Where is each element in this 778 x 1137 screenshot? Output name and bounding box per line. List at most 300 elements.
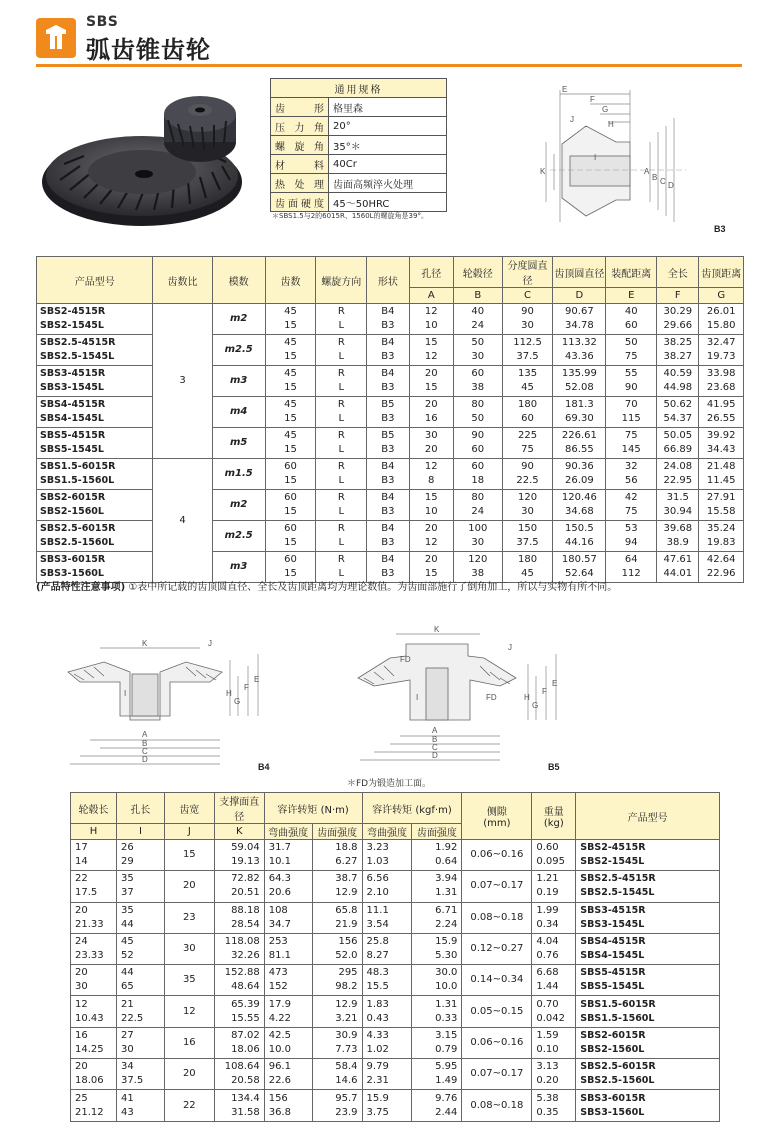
table-cell: B5 B3: [367, 428, 409, 459]
dim-label-f: F: [542, 687, 547, 696]
col-surf-nm: 齿面强度: [312, 824, 362, 840]
col-torque-kgf: 容许转矩 (kgf·m): [362, 793, 462, 824]
part-number-cell: SBS2.5-6015R SBS2.5-1560L: [37, 521, 153, 552]
col-pitch-dia: 分度圆直径: [502, 257, 553, 288]
table-cell: 1.83 0.43: [362, 996, 412, 1027]
table-cell: 65.8 21.9: [312, 902, 362, 933]
table-cell: 156 52.0: [312, 933, 362, 964]
module-cell: m2: [212, 304, 265, 335]
spec-key: 材料: [271, 155, 329, 174]
part-number-cell: SBS4-4515R SBS4-1545L: [37, 397, 153, 428]
table-cell: 30.29 29.66: [657, 304, 699, 335]
module-cell: m2: [212, 490, 265, 521]
backlash-cell: 0.07~0.17: [462, 871, 532, 902]
spec-heading: 通用规格: [271, 79, 447, 98]
dim-label-k: K: [142, 639, 148, 648]
table-cell: 11.1 3.54: [362, 902, 412, 933]
dim-label-h: H: [226, 689, 232, 698]
table-cell: 12.9 3.21: [312, 996, 362, 1027]
diagram-b5: [350, 620, 580, 775]
col-letter-i: I: [116, 824, 164, 840]
table-cell: 20 16: [409, 397, 453, 428]
table-cell: R L: [316, 335, 367, 366]
table-cell: 45 15: [265, 428, 316, 459]
dim-label-d: D: [142, 755, 148, 764]
table-cell: 120 38: [453, 552, 502, 583]
part-number-cell: SBS3-6015R SBS3-1560L: [576, 1090, 720, 1121]
table-cell: 134.4 31.58: [214, 1090, 264, 1121]
fd-label: FD: [400, 655, 411, 664]
table-cell: 35 44: [116, 902, 164, 933]
table-cell: 90 60: [453, 428, 502, 459]
backlash-cell: 0.12~0.27: [462, 933, 532, 964]
table-cell: 96.1 22.6: [264, 1059, 312, 1090]
table-cell: 59.04 19.13: [214, 840, 264, 871]
col-bore: 孔径: [409, 257, 453, 288]
table-cell: 50 75: [606, 335, 657, 366]
diagram-b3: [490, 82, 742, 242]
dim-label-f: F: [244, 683, 249, 692]
table-cell: R L: [316, 459, 367, 490]
table-row: [71, 840, 720, 871]
table-cell: 9.79 2.31: [362, 1059, 412, 1090]
col-letter-f: F: [657, 288, 699, 304]
table-cell: 5.38 0.35: [532, 1090, 576, 1121]
table-cell: 20 15: [409, 552, 453, 583]
table-row: [37, 335, 744, 366]
dim-label-i: I: [124, 689, 127, 698]
part-number-cell: SBS2-6015R SBS2-1560L: [37, 490, 153, 521]
ratio-cell: 4: [153, 459, 212, 583]
table-cell: R L: [316, 397, 367, 428]
table-cell: 60 15: [265, 552, 316, 583]
table-cell: B4 B3: [367, 304, 409, 335]
table-cell: 26.01 15.80: [699, 304, 744, 335]
table-cell: 180 60: [502, 397, 553, 428]
col-crown-dist: 齿顶距离: [699, 257, 744, 288]
dim-label-c: C: [142, 747, 148, 756]
table-cell: 88.18 28.54: [214, 902, 264, 933]
table-cell: 30.0 10.0: [412, 965, 462, 996]
table-cell: 295 98.2: [312, 965, 362, 996]
col-part: 产品型号: [576, 793, 720, 840]
spec-key: 热处理: [271, 174, 329, 193]
table-row: [71, 965, 720, 996]
table-cell: 1.92 0.64: [412, 840, 462, 871]
gear-spec-table: [36, 256, 744, 583]
col-part: 产品型号: [37, 257, 153, 304]
dim-label-j: J: [508, 643, 512, 652]
table-cell: 41.95 26.55: [699, 397, 744, 428]
table-row: [71, 871, 720, 902]
note-label: (产品特性注意事项): [36, 582, 126, 593]
table-cell: 120 30: [502, 490, 553, 521]
table-cell: 25 21.12: [71, 1090, 117, 1121]
table-cell: B4 B3: [367, 552, 409, 583]
table-cell: 1.31 0.33: [412, 996, 462, 1027]
col-total-len: 全长: [657, 257, 699, 288]
spec-key: 螺旋角: [271, 136, 329, 155]
table-cell: 95.7 23.9: [312, 1090, 362, 1121]
table-cell: B4 B3: [367, 521, 409, 552]
table-cell: 90 30: [502, 304, 553, 335]
col-bore-len: 孔长: [116, 793, 164, 824]
module-cell: m3: [212, 552, 265, 583]
dim-label-i: I: [416, 693, 419, 702]
table-cell: 22 17.5: [71, 871, 117, 902]
col-face-width: 齿宽: [164, 793, 214, 824]
page-title: 弧齿锥齿轮: [86, 36, 211, 64]
table-cell: 41 43: [116, 1090, 164, 1121]
logo-icon: [36, 18, 76, 58]
dim-label-k: K: [434, 625, 440, 634]
table-cell: 26 29: [116, 840, 164, 871]
table-cell: 24 23.33: [71, 933, 117, 964]
table-cell: B4 B3: [367, 335, 409, 366]
table-cell: 25.8 8.27: [362, 933, 412, 964]
dim-label-h: H: [524, 693, 530, 702]
part-number-cell: SBS2-4515R SBS2-1545L: [576, 840, 720, 871]
part-number-cell: SBS3-4515R SBS3-1545L: [37, 366, 153, 397]
table-cell: 32.47 19.73: [699, 335, 744, 366]
table-cell: 38.25 38.27: [657, 335, 699, 366]
table-cell: 30 20: [409, 428, 453, 459]
table-cell: 9.76 2.44: [412, 1090, 462, 1121]
table-cell: 35 37: [116, 871, 164, 902]
table-cell: 42.64 22.96: [699, 552, 744, 583]
table-cell: 17.9 4.22: [264, 996, 312, 1027]
table-cell: 39.68 38.9: [657, 521, 699, 552]
table-cell: 47.61 44.01: [657, 552, 699, 583]
diagram-label-b4: B4: [258, 762, 270, 772]
table-cell: 3.23 1.03: [362, 840, 412, 871]
table-cell: 27 30: [116, 1027, 164, 1058]
dim-label-j: J: [208, 639, 212, 648]
col-hand: 螺旋方向: [316, 257, 367, 304]
module-cell: m3: [212, 366, 265, 397]
table-cell: 20 21.33: [71, 902, 117, 933]
col-hub-dia: 轮毂径: [453, 257, 502, 288]
table-cell: 17 14: [71, 840, 117, 871]
table-cell: 65.39 15.55: [214, 996, 264, 1027]
table-cell: 45 52: [116, 933, 164, 964]
table-cell: 20 18.06: [71, 1059, 117, 1090]
table-cell: 473 152: [264, 965, 312, 996]
table-cell: 15.9 5.30: [412, 933, 462, 964]
col-letter-c: C: [502, 288, 553, 304]
table-cell: 60 38: [453, 366, 502, 397]
col-bend-nm: 弯曲强度: [264, 824, 312, 840]
table-cell: 60 15: [265, 459, 316, 490]
table-cell: 58.4 14.6: [312, 1059, 362, 1090]
table-cell: 1.99 0.34: [532, 902, 576, 933]
table-row: [71, 996, 720, 1027]
table-cell: 90.36 26.09: [553, 459, 606, 490]
table-cell: 0.70 0.042: [532, 996, 576, 1027]
part-number-cell: SBS1.5-6015R SBS1.5-1560L: [37, 459, 153, 490]
table-cell: 33.98 23.68: [699, 366, 744, 397]
table-cell: 3.15 0.79: [412, 1027, 462, 1058]
backlash-cell: 0.07~0.17: [462, 1059, 532, 1090]
weight-unit: (kg): [543, 818, 564, 829]
weight-label: 重量: [543, 807, 564, 818]
table-row: [71, 902, 720, 933]
table-cell: 35.24 19.83: [699, 521, 744, 552]
table-cell: 50 30: [453, 335, 502, 366]
table-cell: 72.82 20.51: [214, 871, 264, 902]
table-cell: R L: [316, 490, 367, 521]
dim-label-e: E: [254, 675, 260, 684]
page-header: [0, 0, 778, 72]
table-cell: B4 B3: [367, 459, 409, 490]
table-cell: 50.05 66.89: [657, 428, 699, 459]
table-cell: 60 15: [265, 521, 316, 552]
col-letter-g: G: [699, 288, 744, 304]
table-cell: 156 36.8: [264, 1090, 312, 1121]
part-number-cell: SBS2.5-6015R SBS2.5-1560L: [576, 1059, 720, 1090]
table-cell: 113.32 43.36: [553, 335, 606, 366]
table-cell: 45 15: [265, 397, 316, 428]
part-number-cell: SBS2-4515R SBS2-1545L: [37, 304, 153, 335]
part-number-cell: SBS5-4515R SBS5-1545L: [37, 428, 153, 459]
table-cell: 150 37.5: [502, 521, 553, 552]
dim-label-d: D: [668, 181, 674, 190]
col-hub-len: 轮毂长: [71, 793, 117, 824]
module-cell: m1.5: [212, 459, 265, 490]
col-backlash: [462, 793, 532, 840]
dim-label-i: I: [594, 153, 597, 162]
table-cell: 120.46 34.68: [553, 490, 606, 521]
col-shape: 形状: [367, 257, 409, 304]
table-cell: 100 30: [453, 521, 502, 552]
table-cell: 253 81.1: [264, 933, 312, 964]
table-cell: 21 22.5: [116, 996, 164, 1027]
spec-key: 齿面硬度: [271, 193, 329, 212]
table-cell: 31.7 10.1: [264, 840, 312, 871]
table-cell: B5 B3: [367, 397, 409, 428]
table-cell: 180.57 52.64: [553, 552, 606, 583]
table-cell: 18.8 6.27: [312, 840, 362, 871]
module-cell: m4: [212, 397, 265, 428]
backlash-label: 侧隙: [486, 807, 507, 818]
col-torque-nm: 容许转矩 (N·m): [264, 793, 362, 824]
table-cell: 55 90: [606, 366, 657, 397]
part-number-cell: SBS4-4515R SBS4-1545L: [576, 933, 720, 964]
table-cell: 35: [164, 965, 214, 996]
dim-label-f: F: [590, 95, 595, 104]
table-cell: R L: [316, 552, 367, 583]
part-number-cell: SBS3-4515R SBS3-1545L: [576, 902, 720, 933]
backlash-cell: 0.05~0.15: [462, 996, 532, 1027]
table-row: [71, 1027, 720, 1058]
table-cell: 60 15: [265, 490, 316, 521]
table-cell: 12: [164, 996, 214, 1027]
table-row: [37, 304, 744, 335]
table-cell: 90 22.5: [502, 459, 553, 490]
spec-key: 齿形: [271, 98, 329, 117]
table-cell: 225 75: [502, 428, 553, 459]
spec-value: 格里森: [329, 98, 447, 117]
table-cell: 108 34.7: [264, 902, 312, 933]
table-cell: 4.33 1.02: [362, 1027, 412, 1058]
dim-label-g: G: [532, 701, 539, 710]
header-divider: [36, 64, 742, 67]
table-cell: 64.3 20.6: [264, 871, 312, 902]
table-cell: 6.68 1.44: [532, 965, 576, 996]
col-letter-j: J: [164, 824, 214, 840]
table-cell: 39.92 34.43: [699, 428, 744, 459]
col-letter-b: B: [453, 288, 502, 304]
table-cell: 12 8: [409, 459, 453, 490]
table-cell: 150.5 44.16: [553, 521, 606, 552]
col-ratio: 齿数比: [153, 257, 212, 304]
table-cell: R L: [316, 304, 367, 335]
fd-footnote: ＊FD为锻造加工面。: [346, 779, 432, 789]
table-cell: 20 15: [409, 366, 453, 397]
col-support-dia: 支撑面直径: [214, 793, 264, 824]
col-module: 模数: [212, 257, 265, 304]
table-cell: 118.08 32.26: [214, 933, 264, 964]
table-cell: 40.59 44.98: [657, 366, 699, 397]
spec-footnote: ＊SBS1.5与2的6015R、1560L的螺旋角是39°。: [272, 212, 428, 220]
table-cell: 38.7 12.9: [312, 871, 362, 902]
table-cell: 40 60: [606, 304, 657, 335]
part-number-cell: SBS2-6015R SBS2-1560L: [576, 1027, 720, 1058]
table-cell: 226.61 86.55: [553, 428, 606, 459]
table-cell: 108.64 20.58: [214, 1059, 264, 1090]
table-cell: 6.56 2.10: [362, 871, 412, 902]
table-row: [37, 521, 744, 552]
table-row: [37, 366, 744, 397]
backlash-cell: 0.14~0.34: [462, 965, 532, 996]
gear-spec-body: [37, 304, 744, 583]
dim-label-h: H: [608, 120, 614, 129]
dim-label-k: K: [540, 167, 546, 176]
diagram-b4: [60, 620, 280, 775]
backlash-unit: (mm): [483, 818, 511, 829]
table-cell: 60 18: [453, 459, 502, 490]
table-cell: 135 45: [502, 366, 553, 397]
table-cell: 180 45: [502, 552, 553, 583]
table-cell: 42.5 10.0: [264, 1027, 312, 1058]
table-row: [37, 459, 744, 490]
table-cell: B4 B3: [367, 366, 409, 397]
table-cell: 50.62 54.37: [657, 397, 699, 428]
backlash-cell: 0.08~0.18: [462, 902, 532, 933]
dim-label-a: A: [432, 726, 438, 735]
table-cell: R L: [316, 366, 367, 397]
table-cell: 20: [164, 871, 214, 902]
part-number-cell: SBS1.5-6015R SBS1.5-1560L: [576, 996, 720, 1027]
dim-label-g: G: [234, 697, 241, 706]
spec-value: 45～50HRC: [329, 193, 447, 212]
col-letter-e: E: [606, 288, 657, 304]
ratio-cell: 3: [153, 304, 212, 459]
table-cell: 5.95 1.49: [412, 1059, 462, 1090]
table-cell: 40 24: [453, 304, 502, 335]
table-cell: 30: [164, 933, 214, 964]
spec-value: 35°＊: [329, 136, 447, 155]
table-row: [37, 397, 744, 428]
part-number-cell: SBS2.5-4515R SBS2.5-1545L: [37, 335, 153, 366]
table-cell: 44 65: [116, 965, 164, 996]
table-row: [71, 933, 720, 964]
table-cell: 45 15: [265, 335, 316, 366]
col-letter-k: K: [214, 824, 264, 840]
dim-label-d: D: [432, 751, 438, 760]
col-outer-dia: 齿顶圆直径: [553, 257, 606, 288]
torque-spec-table: [70, 792, 720, 1122]
dim-label-e: E: [552, 679, 558, 688]
table-cell: 32 56: [606, 459, 657, 490]
table-row: [71, 1059, 720, 1090]
table-cell: 112.5 37.5: [502, 335, 553, 366]
table-cell: 90.67 34.78: [553, 304, 606, 335]
product-note: [36, 578, 617, 593]
dim-label-c: C: [660, 177, 666, 186]
dim-label-b: B: [432, 735, 438, 744]
table-cell: 80 24: [453, 490, 502, 521]
table-cell: 152.88 48.64: [214, 965, 264, 996]
table-cell: 53 94: [606, 521, 657, 552]
table-cell: 24.08 22.95: [657, 459, 699, 490]
dim-label-b: B: [652, 173, 658, 182]
table-cell: 20: [164, 1059, 214, 1090]
table-cell: 1.59 0.10: [532, 1027, 576, 1058]
backlash-cell: 0.06~0.16: [462, 840, 532, 871]
col-letter-a: A: [409, 288, 453, 304]
spec-value: 20°: [329, 117, 447, 136]
table-cell: 0.60 0.095: [532, 840, 576, 871]
table-cell: 22: [164, 1090, 214, 1121]
table-row: [37, 428, 744, 459]
table-cell: 31.5 30.94: [657, 490, 699, 521]
table-cell: 6.71 2.24: [412, 902, 462, 933]
module-cell: m2.5: [212, 521, 265, 552]
table-cell: 4.04 0.76: [532, 933, 576, 964]
bevel-gear-photo: [40, 80, 262, 242]
part-number-cell: SBS5-4515R SBS5-1545L: [576, 965, 720, 996]
table-cell: R L: [316, 521, 367, 552]
col-weight: [532, 793, 576, 840]
note-text: ①表中所记载的齿顶圆直径、全长及齿顶距离均为理论数值。为齿面部施行了倒角加工，所以与实物有所不同。: [128, 582, 618, 593]
table-cell: 48.3 15.5: [362, 965, 412, 996]
table-cell: 45 15: [265, 366, 316, 397]
table-cell: 30.9 7.73: [312, 1027, 362, 1058]
spec-value: 齿面高频淬火处理: [329, 174, 447, 193]
table-cell: 80 50: [453, 397, 502, 428]
table-cell: 15.9 3.75: [362, 1090, 412, 1121]
table-cell: 16 14.25: [71, 1027, 117, 1058]
diagram-label-b5: B5: [548, 762, 560, 772]
table-cell: 21.48 11.45: [699, 459, 744, 490]
table-cell: 87.02 18.06: [214, 1027, 264, 1058]
fd-label: FD: [486, 693, 497, 702]
table-cell: 20 12: [409, 521, 453, 552]
part-number-cell: SBS3-6015R SBS3-1560L: [37, 552, 153, 583]
table-cell: 27.91 15.58: [699, 490, 744, 521]
spec-value: 40Cr: [329, 155, 447, 174]
dim-label-j: J: [570, 115, 574, 124]
col-bend-kgf: 弯曲强度: [362, 824, 412, 840]
dim-label-b: B: [142, 739, 148, 748]
table-cell: 42 75: [606, 490, 657, 521]
table-cell: 12 10: [409, 304, 453, 335]
table-cell: 181.3 69.30: [553, 397, 606, 428]
table-cell: 70 115: [606, 397, 657, 428]
col-letter-h: H: [71, 824, 117, 840]
part-number-cell: SBS2.5-4515R SBS2.5-1545L: [576, 871, 720, 902]
